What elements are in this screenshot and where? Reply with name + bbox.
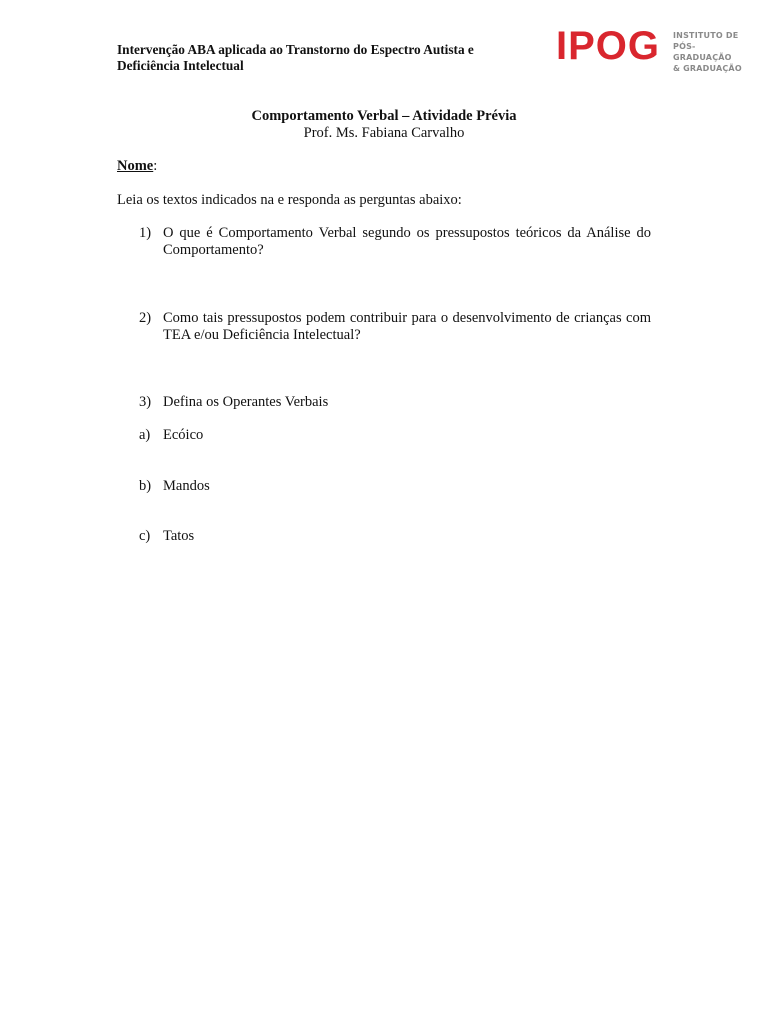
question-1 bbox=[139, 225, 651, 259]
sub-item-c bbox=[139, 528, 651, 545]
ipog-logo bbox=[556, 24, 742, 73]
question-text: O que é Comportamento Verbal segundo os pressupostos teóricos da Análise do Comportamento? bbox=[163, 225, 651, 258]
question-number: 2) bbox=[139, 310, 152, 326]
sub-item-text: Ecóico bbox=[163, 427, 204, 443]
question-2 bbox=[139, 310, 651, 344]
sub-item-letter: b) bbox=[139, 478, 152, 494]
professor-name: Prof. Ms. Fabiana Carvalho bbox=[303, 125, 465, 141]
sub-item-b bbox=[139, 478, 651, 495]
name-label: Nome bbox=[117, 158, 154, 174]
sub-item-letter: a) bbox=[139, 427, 151, 443]
question-3 bbox=[139, 394, 651, 411]
logo-line-2: PÓS-GRADUAÇÃO bbox=[673, 42, 732, 62]
logo-mark: IPOG bbox=[556, 24, 661, 68]
sub-item-a bbox=[139, 427, 651, 444]
document-heading bbox=[117, 108, 651, 142]
logo-subtitle bbox=[673, 30, 743, 74]
question-number: 3) bbox=[139, 394, 152, 410]
document-title: Comportamento Verbal – Atividade Prévia bbox=[251, 108, 517, 124]
logo-line-1: INSTITUTO DE bbox=[673, 31, 739, 40]
question-text: Como tais pressupostos podem contribuir para o desenvolvimento de crianças com TEA e/ou Deficiência Intelectual? bbox=[163, 310, 651, 343]
name-line bbox=[117, 158, 157, 175]
name-colon: : bbox=[153, 158, 158, 174]
course-title: Intervenção ABA aplicada ao Transtorno do Espectro Autista e Deficiência Intelectual bbox=[117, 42, 474, 73]
sub-item-text: Tatos bbox=[163, 528, 195, 544]
question-text: Defina os Operantes Verbais bbox=[163, 394, 329, 410]
question-number: 1) bbox=[139, 225, 152, 241]
logo-line-3: & GRADUAÇÃO bbox=[673, 64, 742, 73]
instructions: Leia os textos indicados na e responda as perguntas abaixo: bbox=[117, 192, 462, 208]
sub-item-letter: c) bbox=[139, 528, 151, 544]
sub-item-text: Mandos bbox=[163, 478, 210, 494]
